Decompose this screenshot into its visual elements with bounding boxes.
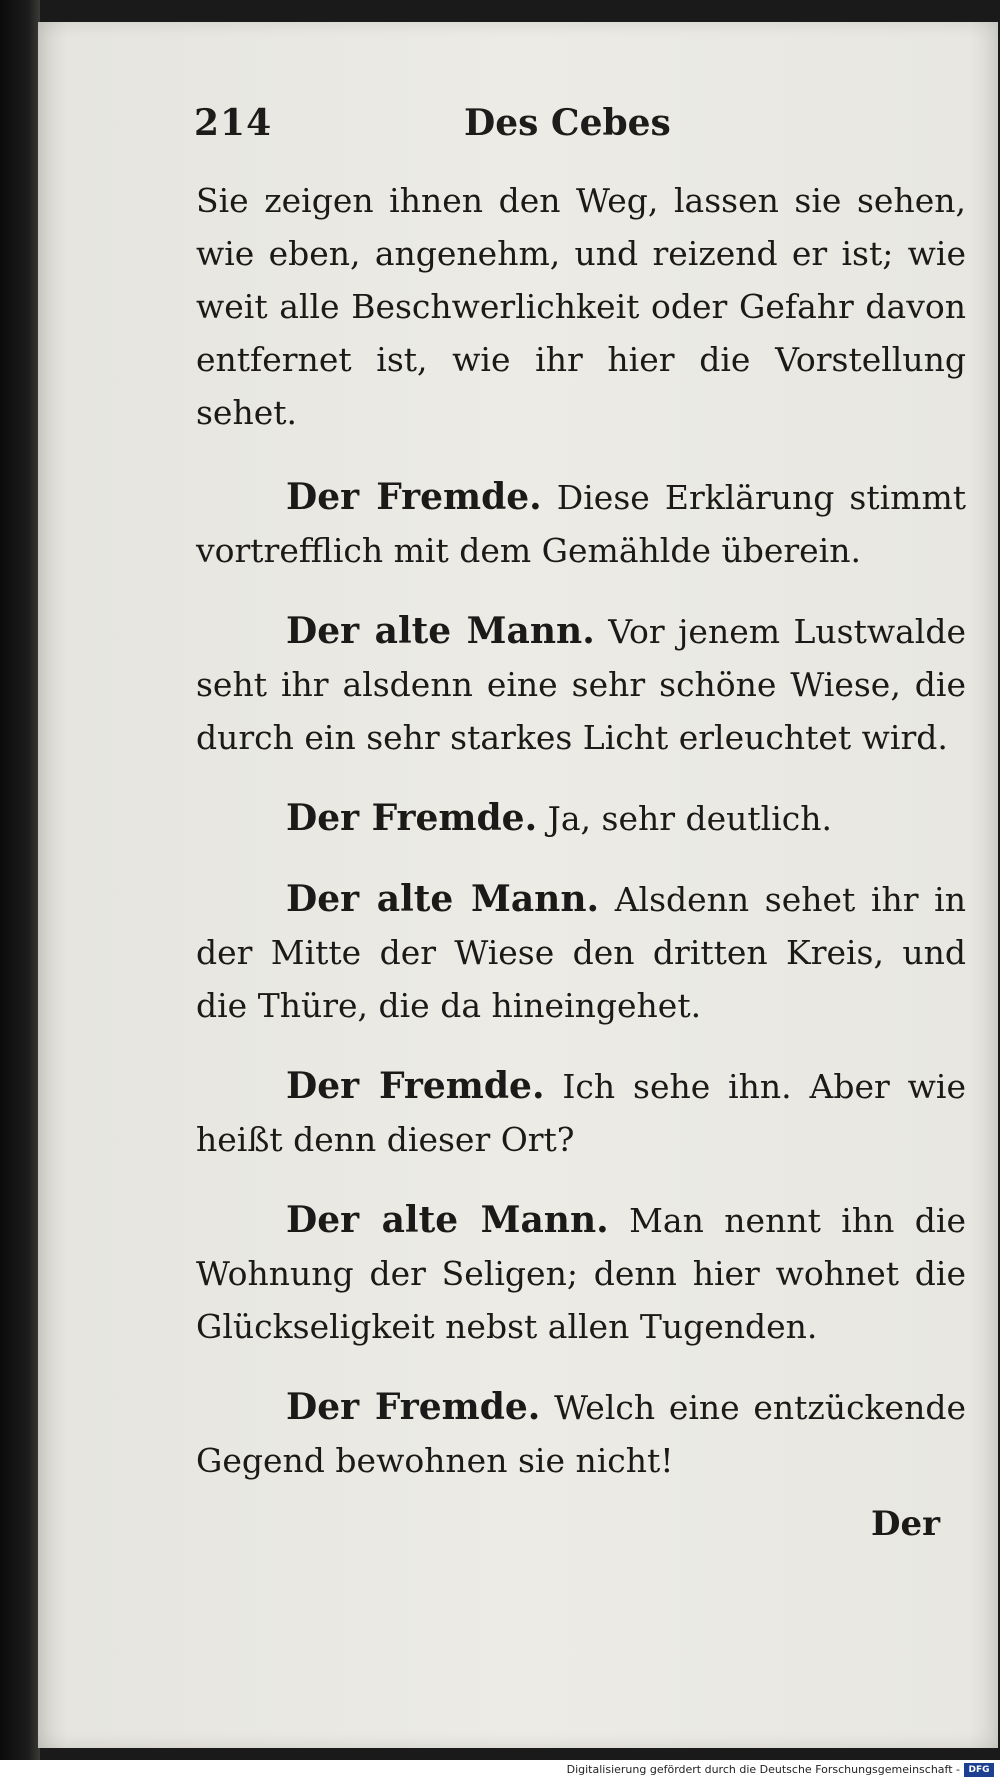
paragraph-text: Alsdenn sehet ihr in der Mitte der Wiese den dritten Kreis, und die Thüre, die da hineingehet. bbox=[196, 880, 966, 1025]
dialogue-paragraph bbox=[196, 1381, 966, 1487]
catchword: Der bbox=[870, 1504, 940, 1544]
paragraph-text: Diese Erklärung stimmt vortrefflich mit dem Gemählde überein. bbox=[196, 478, 967, 570]
book-spine-edge bbox=[0, 0, 40, 1760]
speaker-label: Der Fremde. bbox=[286, 797, 538, 839]
dialogue-paragraph bbox=[196, 1060, 966, 1166]
dialogue-paragraph bbox=[196, 1194, 966, 1353]
body-text bbox=[196, 174, 966, 1515]
page-number: 214 bbox=[194, 102, 273, 144]
speaker-label: Der Fremde. bbox=[286, 1065, 545, 1107]
dialogue-paragraph bbox=[196, 605, 966, 764]
paragraph-text: Sie zeigen ihnen den Weg, lassen sie sehen, wie eben, angenehm, und reizend er ist; wie weit alle Beschwerlichkeit oder Gefahr davon entfernet ist, wie ihr hier die Vorstellung sehet. bbox=[196, 181, 966, 432]
speaker-label: Der alte Mann. bbox=[286, 878, 600, 920]
digitization-footer bbox=[0, 1760, 1000, 1781]
dialogue-paragraph bbox=[196, 873, 966, 1032]
paragraph-continuation bbox=[196, 174, 966, 439]
book-page bbox=[38, 22, 998, 1748]
speaker-label: Der alte Mann. bbox=[286, 610, 595, 652]
dialogue-paragraph bbox=[196, 792, 966, 845]
page-header bbox=[194, 102, 858, 152]
speaker-label: Der Fremde. bbox=[286, 476, 542, 518]
funding-credit: Digitalisierung gefördert durch die Deutsche Forschungsgemeinschaft - bbox=[566, 1763, 960, 1776]
speaker-label: Der Fremde. bbox=[286, 1386, 541, 1428]
running-title: Des Cebes bbox=[464, 102, 671, 144]
paragraph-text: Vor jenem Lustwalde seht ihr alsdenn eine sehr schöne Wiese, die durch ein sehr starkes Licht erleuchtet wird. bbox=[196, 612, 966, 757]
paragraph-text: Man nennt ihn die Wohnung der Seligen; denn hier wohnet die Glückseligkeit nebst allen Tugenden. bbox=[196, 1201, 966, 1346]
dialogue-paragraph bbox=[196, 471, 966, 577]
paragraph-text: Ich sehe ihn. Aber wie heißt denn dieser Ort? bbox=[196, 1067, 966, 1159]
dfg-logo: DFG bbox=[964, 1763, 994, 1777]
paragraph-text: Welch eine entzückende Gegend bewohnen sie nicht! bbox=[196, 1388, 966, 1480]
paragraph-text: Ja, sehr deutlich. bbox=[547, 799, 832, 838]
speaker-label: Der alte Mann. bbox=[286, 1199, 609, 1241]
